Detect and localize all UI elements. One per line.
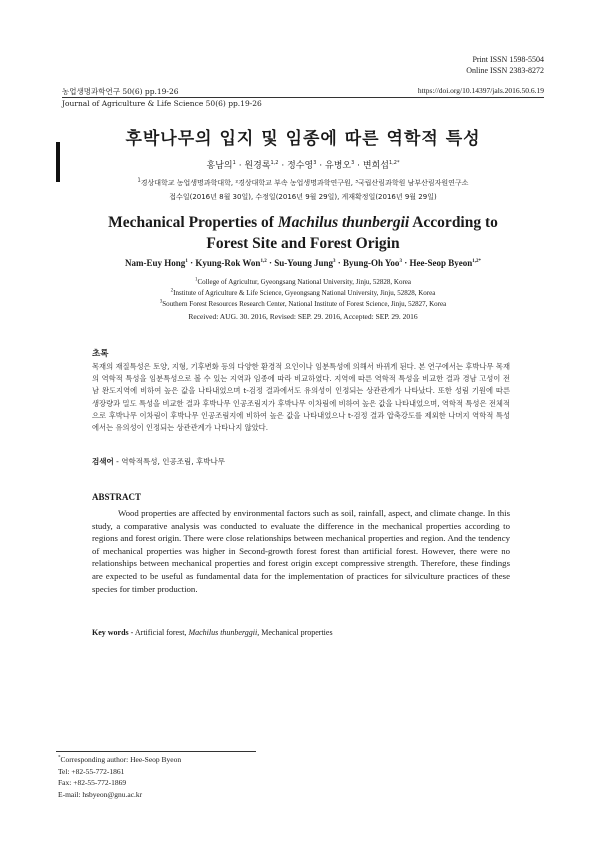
telephone: Tel: +82-55-772-1861 <box>58 766 125 776</box>
doi-link[interactable]: https://doi.org/10.14397/jals.2016.50.6.19 <box>417 86 544 95</box>
english-keywords: Key words - Artificial forest, Machilus thunberggii, Mechanical properties <box>92 628 333 637</box>
footnote-rule <box>56 751 256 752</box>
footnote: *Corresponding author: Hee-Seop Byeon Tel: +82-55-772-1861 Fax: +82-55-772-1869 E-mail: hsbyeon@gnu.ac.kr <box>58 755 182 799</box>
author-name: Kyung-Rok Won <box>195 258 261 268</box>
korean-title: 후박나무의 입지 및 임종에 따른 역학적 특성 <box>125 129 481 149</box>
korean-keywords: 검색어 - 역학적특성, 인공조림, 후박나무 <box>92 457 225 466</box>
online-issn: Online ISSN 2383-8272 <box>466 66 544 75</box>
author-name: Byung-Oh Yoo <box>343 258 400 268</box>
english-affiliations: $^1$College of Agricultur, Gyeongsang National University, Jinju, 52828, Korea $^2$Institute of Agriculture & Life Science, Gyeongsang National University, Jinju, 52828, Korea $^3$Southern Forest Resources Research Center, National Institute of Forest Science, Jinju, 52827, Korea <box>159 277 447 308</box>
korean-dates: 접수일(2016년 8월 30일), 수정일(2016년 9월 29일), 게재확정일(2016년 9월 29일) <box>169 193 437 201</box>
author-name: 유병오 <box>325 161 352 171</box>
korean-abstract-text: 목재의 재질특성은 토양, 지형, 기후변화 등의 다양한 환경적 요인이나 임분특성에 의해서 바뀌게 된다. 본 연구에서는 후박나무 목재의 역학적 특성을 임분특성으로 볼 수 있는 지역과 임종에 따라 비교하였다. 지역에 따른 역학적 특성을 비교한 결과 경남 고성이 전남 완도지역에 비하여 높은 값을 나타내었으며 t-검정 결과에서도 유의성이 인정되는 상관관계가 나타났다. 또한 성림 기원에 따른 생장량과 밀도 특성을 비교한 결과 후박나무 인공조림지가 후박나무 이차림에 비하여 높은 값을 나타내었으며, 역학적 특성은 전체적으로 후박나무 이차림이 후박나무 인공조림지에 비하여 높은 값을 나타내었으나 t-검정 결과 압축강도를 제외한 나머지 역학적 특성에서는 유의성이 인정되는 상관관계가 나타나지 않았다. <box>92 362 510 433</box>
journal-ko: 농업생명과학연구 50(6) pp.19-26 <box>62 87 179 96</box>
fax: Fax: +82-55-772-1869 <box>58 778 127 787</box>
author-name: 변희섭 <box>362 161 390 171</box>
korean-authors: 홍남의$^1$ · 원경록$^{1,2}$ · 정수영$^3$ · 유병오$^3$ · 변희섭$^{1,2*}$ <box>206 160 400 171</box>
english-authors: Nam-Euy Hong$^1$ · Kyung-Rok Won$^{1,2}$ · Su-Young Jung$^3$ · Byung-Oh Yoo$^3$ · Hee-Seop Byeon$^{1,2*}$ <box>125 258 481 268</box>
print-issn: Print ISSN 1598-5504 <box>472 55 544 64</box>
english-abstract-heading: ABSTRACT <box>92 492 142 502</box>
author-name: 정수영 <box>287 161 314 171</box>
journal-en: Journal of Agriculture & Life Science 50(6) pp.19-26 <box>62 99 262 108</box>
english-title: Mechanical Properties of Machilus thunbergii According to Forest Site and Forest Origin <box>108 214 498 252</box>
email[interactable]: E-mail: hsbyeon@gnu.ac.kr <box>58 789 143 799</box>
author-name: 원경록 <box>244 161 271 171</box>
korean-affiliations: $^1$경상대학교 농업생명과학대학, ²경상대학교 부속 농업생명과학연구원, ³국립산림과학원 남부산림자원연구소 <box>137 177 469 187</box>
english-abstract-text: Wood properties are affected by environmental factors such as soil, rainfall, aspect, and climate change. In this study, a comparative analysis was conducted to evaluate the difference in the mechanical properties according to regions and forest origin. There were close relationships between mechanical properties and region. And the tendency of mechanical properties was higher in Second-growth forest forest than artificial forest. However, there were no relationships between mechanical properties and forest origin except compressive strength. Therefore, these findings are expected to be useful as fundamental data for the implementation of practices for silviculture practices of these species for timber production. <box>92 508 510 594</box>
corresponding-author: Corresponding author: Hee-Seop Byeon <box>60 755 182 764</box>
sidebar-accent-bar <box>56 142 60 182</box>
author-name: Nam-Euy Hong <box>125 258 186 268</box>
author-name: Su-Young Jung <box>274 258 333 268</box>
author-name: Hee-Seop Byeon <box>409 258 473 268</box>
author-name: 홍남의 <box>206 161 233 171</box>
received-dates: Received: AUG. 30. 2016, Revised: SEP. 29. 2016, Accepted: SEP. 29. 2016 <box>188 312 418 321</box>
korean-abstract-heading: 초록 <box>92 349 109 359</box>
header-rule <box>62 97 544 98</box>
